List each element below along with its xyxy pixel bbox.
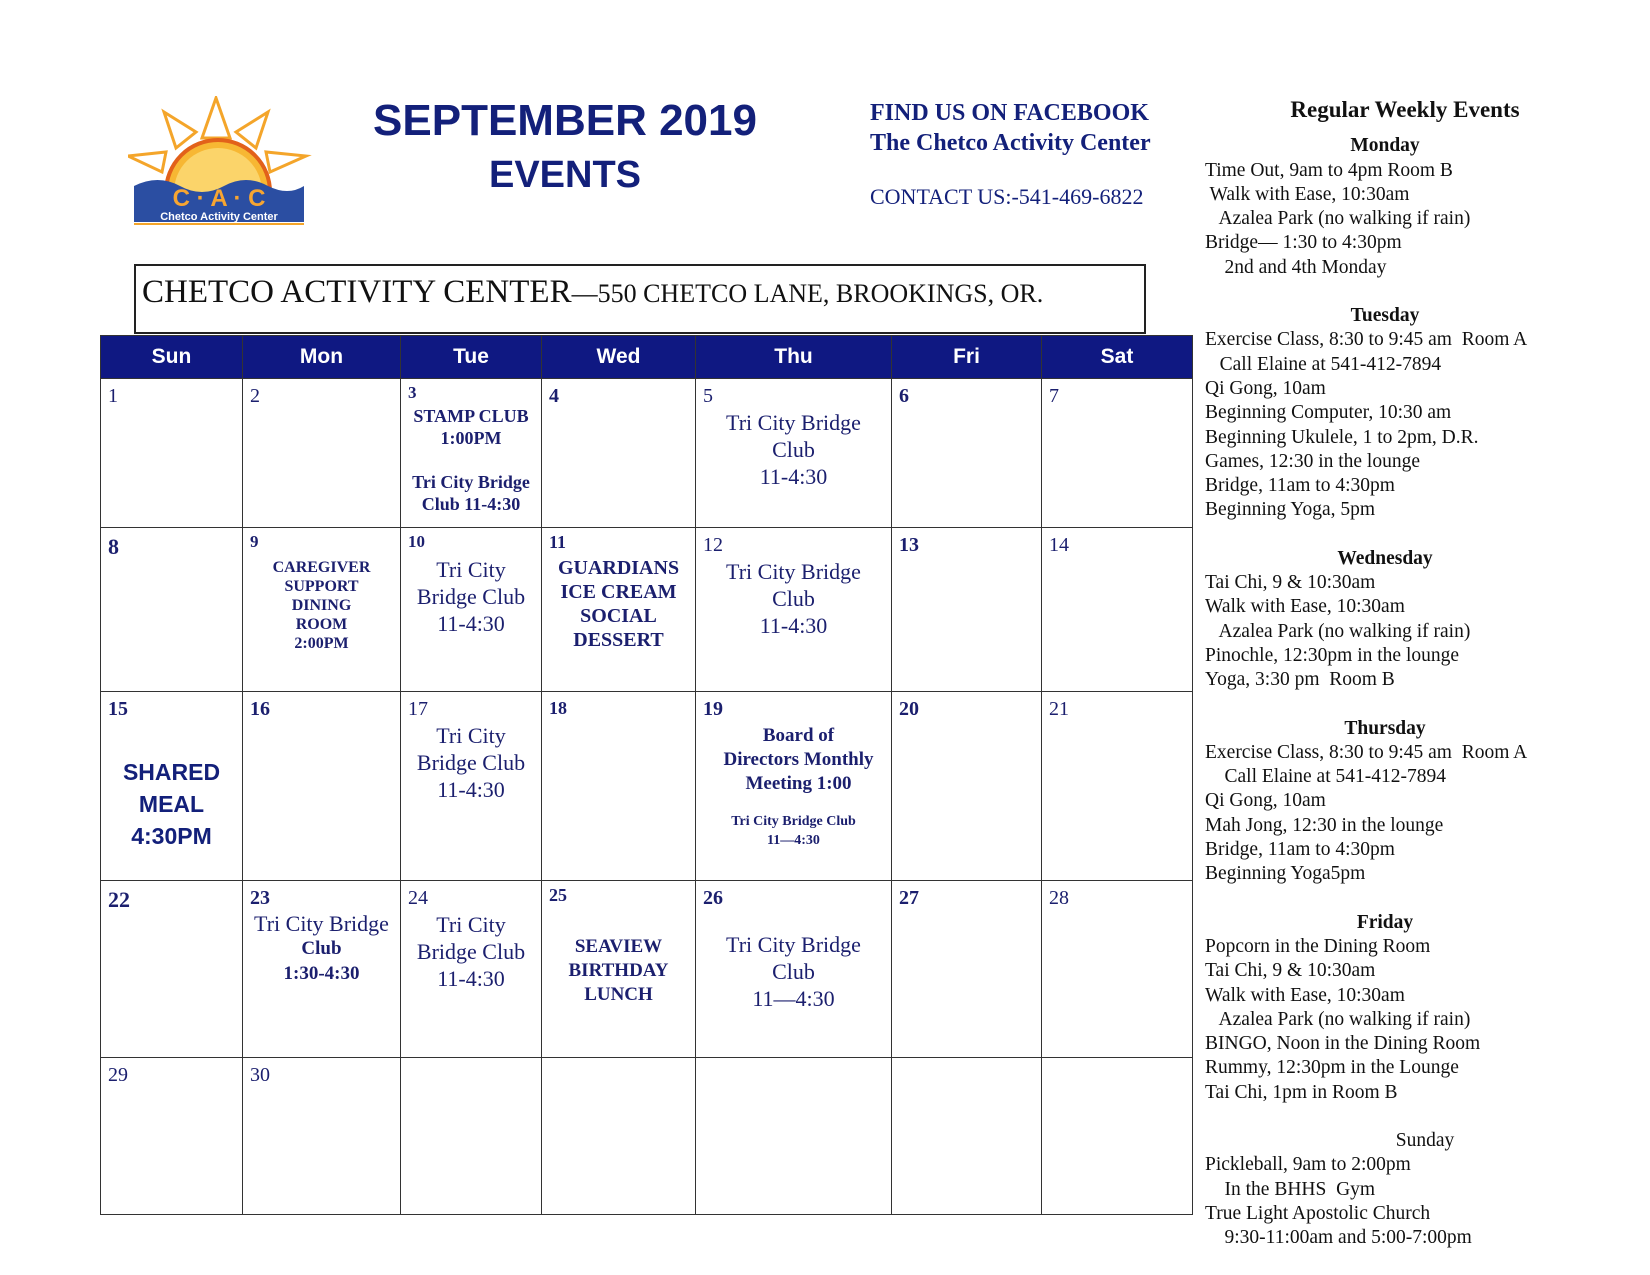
- day-cell: [892, 1058, 1042, 1215]
- weekly-event-item: Beginning Ukulele, 1 to 2pm, D.R.: [1205, 426, 1479, 448]
- day-number: 14: [1049, 533, 1069, 556]
- weekly-event-item: Mah Jong, 12:30 in the lounge: [1205, 814, 1444, 836]
- event-line: MEAL: [138, 791, 205, 818]
- weekly-event-item: Walk with Ease, 10:30am: [1205, 183, 1410, 205]
- day-cell: [892, 880, 1042, 1058]
- event-line: 11—4:30: [752, 985, 835, 1011]
- day-number: 5: [703, 385, 713, 407]
- day-cell: [696, 379, 892, 528]
- contact-phone: CONTACT US:-541-469-6822: [870, 184, 1144, 209]
- event-line: 11-4:30: [437, 610, 505, 636]
- event-line: 4:30PM: [131, 823, 212, 850]
- day-number: 2: [250, 385, 260, 407]
- event-guardians-social: [542, 556, 695, 652]
- weekly-section-wednesday: [1205, 547, 1645, 693]
- day-number: 22: [108, 886, 130, 912]
- weekly-event-item: Beginning Computer, 10:30 am: [1205, 402, 1452, 424]
- day-number: 24: [408, 886, 428, 909]
- day-cell: [401, 880, 542, 1058]
- day-cell: [101, 527, 243, 692]
- day-number: 3: [408, 383, 417, 402]
- weekly-event-item: Azalea Park (no walking if rain): [1205, 1008, 1471, 1030]
- weekly-event-item: True Light Apostolic Church: [1205, 1202, 1431, 1224]
- day-cell: [1042, 880, 1193, 1058]
- day-number: 23: [250, 886, 270, 909]
- day-number: 26: [703, 886, 723, 909]
- weekly-day-heading: Thursday: [1344, 717, 1426, 739]
- day-number: 28: [1049, 886, 1069, 909]
- day-number: 27: [899, 886, 919, 909]
- event-line: Tri City Bridge: [726, 558, 861, 584]
- weekly-section-tuesday: [1205, 304, 1645, 523]
- weekly-section-monday: [1205, 134, 1645, 280]
- day-cell: [243, 379, 401, 528]
- weekly-event-item: In the BHHS Gym: [1205, 1178, 1376, 1200]
- day-number: 21: [1049, 698, 1069, 721]
- event-line: Bridge Club: [416, 583, 526, 609]
- day-number: 25: [549, 884, 567, 905]
- event-line: Tri City Bridge: [412, 472, 530, 492]
- weekly-event-item: Beginning Yoga5pm: [1205, 863, 1366, 885]
- weekly-events-title: Regular Weekly Events: [1290, 97, 1520, 122]
- day-cell: [243, 527, 401, 692]
- day-number: 12: [703, 533, 723, 556]
- event-line: GUARDIANS: [557, 556, 680, 579]
- event-board-meeting: [696, 724, 891, 796]
- weekly-event-item: Call Elaine at 541-412-7894: [1205, 353, 1442, 375]
- event-line: Board of: [762, 725, 835, 747]
- weekly-event-item: Walk with Ease, 10:30am: [1205, 596, 1405, 618]
- day-number: 17: [408, 698, 428, 721]
- day-number: 11: [549, 531, 567, 552]
- weekday-mon: Mon: [243, 336, 401, 379]
- event-bridge-club: [696, 558, 891, 639]
- event-line: Tri City: [436, 723, 506, 749]
- day-number: 29: [108, 1064, 128, 1087]
- event-caregiver-support: [243, 558, 400, 653]
- weekly-day-heading: Friday: [1356, 911, 1414, 933]
- weekly-day-heading: Wednesday: [1337, 547, 1433, 569]
- weekly-day-heading: Sunday: [1395, 1129, 1455, 1151]
- event-bridge-club: [401, 556, 541, 637]
- page-title: SEPTEMBER 2019: [373, 96, 757, 145]
- event-bridge-club: [696, 931, 891, 1012]
- weekly-event-item: 2nd and 4th Monday: [1205, 256, 1387, 278]
- event-line: Tri City: [436, 911, 506, 937]
- weekday-fri: Fri: [892, 336, 1042, 379]
- weekly-event-item: Azalea Park (no walking if rain): [1205, 620, 1471, 642]
- weekly-event-item: 9:30-11:00am and 5:00-7:00pm: [1205, 1227, 1472, 1249]
- day-cell: [401, 1058, 542, 1215]
- logo-letters: C · A · C: [172, 185, 266, 212]
- event-line: BIRTHDAY: [568, 959, 669, 981]
- center-name: CHETCO ACTIVITY CENTER: [142, 274, 572, 310]
- day-cell: [101, 1058, 243, 1215]
- event-line: DESSERT: [573, 628, 664, 651]
- weekly-section-thursday: [1205, 717, 1645, 887]
- weekly-event-item: Games, 12:30 in the lounge: [1205, 450, 1421, 472]
- weekly-event-item: Walk with Ease, 10:30am: [1205, 984, 1405, 1006]
- weekly-event-item: Tai Chi, 1pm in Room B: [1205, 1081, 1398, 1103]
- day-cell: [696, 1058, 892, 1215]
- weekday-thu: Thu: [696, 336, 892, 379]
- day-number: 18: [549, 698, 567, 719]
- day-cell: [101, 880, 243, 1058]
- day-cell: [1042, 1058, 1193, 1215]
- event-line: 11-4:30: [437, 965, 505, 991]
- day-number: 15: [108, 698, 128, 721]
- day-cell: [101, 379, 243, 528]
- weekly-day-heading: Monday: [1350, 135, 1420, 157]
- chetco-logo: [128, 96, 318, 246]
- event-line: ROOM: [295, 615, 348, 633]
- day-number: 13: [899, 533, 919, 556]
- day-number: 30: [250, 1064, 270, 1087]
- weekly-events-sections: [1205, 134, 1645, 1250]
- weekly-section-friday: [1205, 911, 1645, 1105]
- event-line: 11-4:30: [759, 464, 828, 489]
- event-line: Tri City Bridge: [254, 910, 389, 936]
- day-cell: [696, 527, 892, 692]
- event-line: Tri City Bridge: [726, 931, 861, 957]
- weekly-event-item: Qi Gong, 10am: [1205, 790, 1326, 812]
- event-line: Tri City: [436, 556, 506, 582]
- day-cell: [243, 692, 401, 881]
- day-cell: [401, 692, 542, 881]
- day-number: 10: [408, 531, 425, 551]
- event-shared-meal: [101, 756, 242, 852]
- weekly-event-item: BINGO, Noon in the Dining Room: [1205, 1033, 1481, 1055]
- day-number: 19: [703, 698, 723, 721]
- week-row: [101, 1058, 1193, 1215]
- event-line: ICE CREAM: [560, 580, 677, 603]
- weekly-event-item: Yoga, 3:30 pm Room B: [1205, 669, 1395, 691]
- sun-logo-icon: [128, 96, 318, 246]
- weekly-event-item: Tai Chi, 9 & 10:30am: [1205, 572, 1376, 594]
- event-line: Club: [772, 437, 815, 462]
- event-bridge-club: [243, 911, 400, 986]
- weekly-section-sunday: [1205, 1129, 1645, 1250]
- day-cell: [401, 379, 542, 528]
- weekday-sat: Sat: [1042, 336, 1193, 379]
- day-cell: [542, 692, 696, 881]
- day-number: 16: [250, 698, 270, 721]
- calendar-grid: [100, 335, 1193, 1215]
- event-bridge-club: [401, 722, 541, 803]
- event-line: STAMP CLUB: [413, 406, 529, 426]
- weekday-sun: Sun: [101, 336, 243, 379]
- facebook-heading: FIND US ON FACEBOOK: [870, 100, 1149, 126]
- event-line: Tri City Bridge Club: [731, 814, 856, 830]
- day-number: 6: [899, 385, 909, 407]
- day-cell: [243, 880, 401, 1058]
- weekly-event-item: Pickleball, 9am to 2:00pm: [1205, 1154, 1411, 1176]
- week-row: [101, 880, 1193, 1058]
- weekly-event-item: Bridge, 11am to 4:30pm: [1205, 475, 1395, 497]
- event-line: 1:30-4:30: [283, 962, 360, 984]
- event-line: SUPPORT: [284, 577, 359, 595]
- weekly-day-heading: Tuesday: [1350, 305, 1420, 327]
- event-line: Directors Monthly: [723, 749, 874, 771]
- day-cell: [101, 692, 243, 881]
- event-line: 2:00PM: [294, 634, 349, 652]
- event-line: Bridge Club: [416, 938, 526, 964]
- day-cell: [401, 527, 542, 692]
- week-row: [101, 527, 1193, 692]
- weekday-wed: Wed: [542, 336, 696, 379]
- event-line: SEAVIEW: [574, 935, 663, 957]
- event-line: 11—4:30: [767, 833, 820, 849]
- center-address: —550 CHETCO LANE, BROOKINGS, OR.: [571, 279, 1044, 308]
- event-seaview-lunch: [542, 935, 695, 1007]
- weekly-event-item: Rummy, 12:30pm in the Lounge: [1205, 1057, 1459, 1079]
- weekly-event-item: Popcorn in the Dining Room: [1205, 935, 1431, 957]
- event-line: 11-4:30: [437, 777, 505, 803]
- event-line: Bridge Club: [416, 750, 526, 776]
- event-bridge-club: [696, 409, 891, 490]
- weekly-event-item: Call Elaine at 541-412-7894: [1205, 766, 1446, 788]
- day-cell: [892, 527, 1042, 692]
- day-number: 1: [108, 385, 118, 407]
- day-number: 7: [1049, 385, 1059, 407]
- day-cell: [542, 379, 696, 528]
- weekly-event-item: Bridge— 1:30 to 4:30pm: [1205, 232, 1402, 254]
- weekly-event-item: Qi Gong, 10am: [1205, 377, 1326, 399]
- weekly-event-item: Bridge, 11am to 4:30pm: [1205, 839, 1395, 861]
- weekly-event-item: Pinochle, 12:30pm in the lounge: [1205, 644, 1460, 666]
- event-line: SHARED: [122, 759, 221, 786]
- day-cell: [892, 379, 1042, 528]
- event-bridge-club: [401, 911, 541, 992]
- day-number: 20: [899, 698, 919, 721]
- event-line: Club 11-4:30: [421, 494, 521, 514]
- facebook-page-name: The Chetco Activity Center: [870, 130, 1151, 156]
- weekly-event-item: Exercise Class, 8:30 to 9:45 am Room A: [1205, 329, 1528, 351]
- day-cell: [696, 692, 892, 881]
- weekly-event-item: Exercise Class, 8:30 to 9:45 am Room A: [1205, 741, 1528, 763]
- weekday-header-row: [101, 336, 1193, 379]
- day-cell: [542, 1058, 696, 1215]
- event-line: Club: [772, 585, 815, 611]
- week-row: [101, 379, 1193, 528]
- day-cell: [892, 692, 1042, 881]
- event-line: Club: [772, 958, 815, 984]
- weekly-event-item: Time Out, 9am to 4pm Room B: [1205, 159, 1453, 181]
- day-number: 8: [108, 533, 119, 559]
- event-line: SOCIAL: [580, 604, 657, 627]
- event-line: 11-4:30: [759, 612, 828, 638]
- event-bridge-club: [696, 812, 891, 850]
- event-line: Tri City Bridge: [726, 410, 861, 435]
- event-stamp-club: [401, 405, 541, 515]
- weekly-event-item: Beginning Yoga, 5pm: [1205, 499, 1376, 521]
- page-subtitle: EVENTS: [488, 154, 642, 196]
- weekly-event-item: Azalea Park (no walking if rain): [1205, 208, 1471, 230]
- event-line: CAREGIVER: [272, 558, 371, 576]
- event-line: DINING: [291, 596, 352, 614]
- weekly-events-panel: [1205, 98, 1645, 1250]
- weekly-event-item: Tai Chi, 9 & 10:30am: [1205, 960, 1376, 982]
- day-cell: [542, 527, 696, 692]
- address-box: [134, 264, 1146, 334]
- event-line: Meeting 1:00: [745, 773, 852, 795]
- logo-tagline: Chetco Activity Center: [160, 211, 278, 223]
- event-line: Club: [301, 937, 342, 959]
- event-line: LUNCH: [584, 983, 653, 1005]
- day-cell: [1042, 379, 1193, 528]
- weekday-tue: Tue: [401, 336, 542, 379]
- event-line: 1:00PM: [440, 428, 502, 448]
- day-number: 9: [250, 531, 259, 551]
- week-row: [101, 692, 1193, 881]
- day-number: 4: [549, 385, 559, 407]
- day-cell: [542, 880, 696, 1058]
- day-cell: [243, 1058, 401, 1215]
- day-cell: [696, 880, 892, 1058]
